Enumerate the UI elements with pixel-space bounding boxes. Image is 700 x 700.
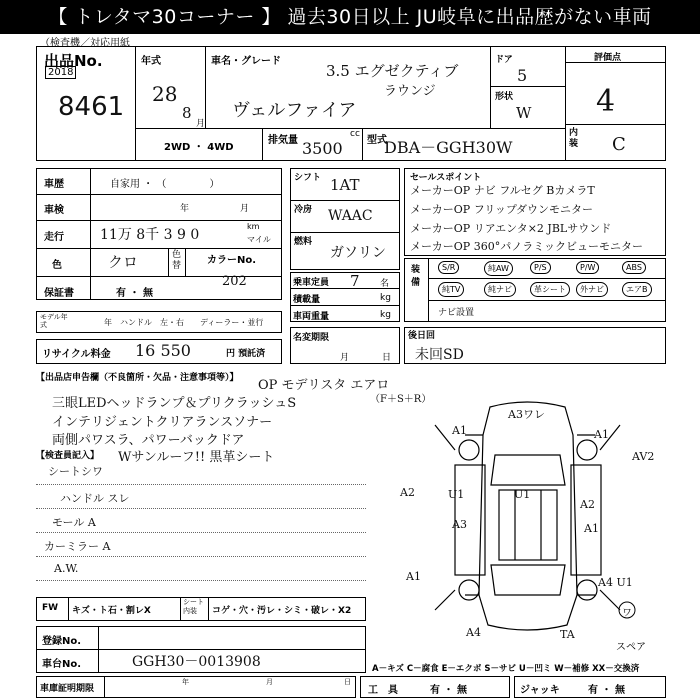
car-name-label: 車名・グレード: [211, 56, 281, 67]
capacity-value: 7: [350, 272, 360, 290]
mileage-value: 11万 8千 3 9 0: [100, 227, 200, 243]
notes-line: 両側パワスラ、パワーバックドア: [52, 433, 245, 448]
damage-mark: A3: [452, 518, 467, 531]
equipment-item: 純AW: [484, 261, 513, 276]
vin-label: 車台No.: [42, 659, 82, 670]
sales-line: メーカーOP フリップダウンモニター: [410, 203, 594, 216]
model-code-value: DBA－GGH30W: [384, 138, 513, 157]
damage-mark: A3ワレ: [508, 408, 545, 421]
capacity-label: 乗車定員: [293, 278, 330, 288]
inspector-line: カーミラー A: [44, 540, 111, 553]
notes-line: Wサンルーフ!! 黒革シート: [118, 450, 275, 465]
inspector-line: シートシワ: [48, 465, 103, 478]
seat-label: シート内装: [183, 598, 204, 615]
equipment-item: P/W: [576, 261, 599, 274]
displacement-value: 3500: [302, 139, 343, 158]
rear-value: 未回SD: [415, 347, 464, 363]
notes-line: 三眼LEDヘッドランプ＆プリクラッシュS: [52, 396, 297, 411]
interior-label: 内装: [569, 128, 579, 149]
load-label: 積載量: [293, 295, 321, 305]
inspector-label: 【検査員記入】: [36, 451, 100, 461]
seat-items: コゲ・穴・汚レ・シミ・破レ・X2: [212, 606, 352, 616]
header-title: 【 トレタマ30コーナー 】 過去30日以上 JU岐阜に出品歴がない車両: [0, 0, 700, 34]
lot-number: 8461: [58, 92, 125, 122]
tools-label: 工 具: [368, 685, 398, 696]
tools-value: 有 ・ 無: [430, 685, 467, 696]
shape-value: W: [516, 104, 532, 122]
name-change-label: 名変期限: [293, 333, 330, 343]
equipment-item: 革シート: [530, 282, 570, 297]
warranty-label: 保証書: [44, 288, 74, 299]
damage-mark: TA: [560, 628, 575, 641]
notes-op-line: OP モデリスタ エアロ: [258, 378, 390, 393]
model-year-value: 28: [152, 82, 178, 106]
fw-label: FW: [42, 603, 59, 613]
sales-line: メーカーOP ナビ フルセグ BカメラT: [410, 184, 595, 197]
ac-value: WAAC: [328, 208, 373, 224]
damage-mark: U1: [514, 488, 531, 501]
equipment-item: P/S: [530, 261, 551, 274]
mileage-label: 走行: [44, 232, 64, 243]
damage-mark: A1: [584, 522, 599, 535]
notes-line: インテリジェントクリアランスソナー: [52, 415, 273, 430]
navi-label: ナビ設置: [438, 308, 475, 318]
inspection-label: 車検: [44, 205, 64, 216]
score-label: 評価点: [594, 53, 622, 63]
vin-value: GGH30－0013908: [132, 654, 261, 670]
history-label: 車歴: [44, 179, 64, 190]
recycle-label: リサイクル料金: [42, 349, 111, 360]
shift-value: 1AT: [330, 176, 360, 194]
shape-label: 形状: [495, 92, 514, 102]
inspector-line: ハンドル スレ: [60, 492, 130, 505]
sales-label: セールスポイント: [410, 173, 482, 183]
damage-mark: A1: [452, 424, 467, 437]
color-no-value: 202: [222, 274, 247, 289]
shift-label: シフト: [294, 173, 322, 183]
recycle-value: 16 550: [135, 341, 191, 360]
grade-line2: ラウンジ: [384, 84, 436, 99]
warranty-value: 有 ・ 無: [116, 288, 153, 299]
lot-year: 2018: [45, 66, 76, 79]
cert-month: 月: [266, 678, 273, 686]
damage-mark: A4: [466, 626, 481, 639]
model-month-value: 8: [182, 104, 192, 122]
damage-mark: A1: [594, 428, 609, 441]
sales-line: メーカーOP リアエンタ×2 JBLサウンド: [410, 222, 612, 235]
notes-op-paren: （F＋S＋R）: [370, 394, 432, 405]
spare-label: スペア: [616, 642, 646, 653]
history-value: 自家用 ・ （ ）: [110, 179, 220, 190]
car-name-value: ヴェルファイア: [232, 100, 357, 121]
model-year-label: 年式: [141, 56, 161, 67]
inspector-line: モール A: [52, 516, 96, 529]
grade-line1: 3.5 エグゼクティブ: [326, 62, 459, 80]
damage-mark: A2: [580, 498, 595, 511]
doors-label: ドア: [495, 55, 513, 65]
equipment-item: S/R: [438, 261, 459, 274]
ac-label: 冷房: [294, 205, 313, 215]
score-value: 4: [596, 84, 616, 119]
fuel-value: ガソリン: [330, 245, 386, 261]
damage-mark: ワ: [622, 608, 632, 619]
color-label: 色: [52, 260, 62, 271]
equipment-item: 外ナビ: [576, 282, 608, 297]
damage-mark: A2: [400, 486, 415, 499]
jack-label: ジャッキ: [520, 685, 560, 696]
damage-mark: AV2: [632, 450, 655, 463]
damage-mark: A4 U1: [598, 576, 633, 589]
cert-day: 日: [344, 678, 351, 686]
doors-value: 5: [517, 66, 528, 85]
inspector-line: A.W.: [54, 562, 79, 575]
fuel-label: 燃料: [294, 237, 313, 247]
color-no-label: カラーNo.: [207, 255, 257, 266]
displacement-label: 排気量: [268, 135, 298, 146]
jack-value: 有 ・ 無: [588, 685, 625, 696]
notes-label: 【出品店申告欄（不良箇所・欠品・注意事項等）】: [36, 373, 239, 383]
fw-items: キズ・ト石・割レX: [72, 606, 151, 616]
interior-value: C: [612, 134, 626, 155]
color-value: クロ: [108, 253, 139, 271]
reg-row: [36, 626, 366, 650]
reg-label: 登録No.: [42, 636, 82, 647]
legend: A－キズ C－腐食 E－エクボ S－サビ U－凹ミ W－補修 XX－交換済: [372, 664, 640, 674]
auction-sheet: 【 トレタマ30コーナー 】 過去30日以上 JU岐阜に出品歴がない車両 （検査機／対応用紙 出品No. 2018 8461 年式 28 8 月 車名・グレード 3.5 エグゼクティブ ラウンジ ヴェルファイア ドア 5 形状 W 評価点 4 内装 C 2WD ・ 4WD 排気量 cc 3500 型式 DBA－GGH30W 車歴 自家用 ・ （ ） 車検 年 月 走行 11万 8千 3 9 0 km マイル 色 クロ 色替 カラーNo. 202 保証書 有 ・ 無 モデル年式 年 ハンドル 左・右 ディーラー・並行 リサイクル料金 16 550 円 預託済 シフト 1AT 冷房 WAAC 燃料 ガソリン 乗車定員 7 名 積載量 kg 車両重量 kg 名変期限 月 日 セールスポイント メーカーOP ナビ フルセグ BカメラT メーカーOP フリップダウンモニター メーカーOP リアエンタ×2 JBLサウンド メーカーOP 360°パノラミックビューモニター 装備 S/R 純AW P/S P/W ABS 純TV 純ナビ 革シート 外ナビ エアB ナビ設置 後日回 未回SD 【出品店申告欄（不良箇所・欠品・注意事項等）】 OP モデリスタ エアロ （F＋S＋R） 三眼LEDヘッドランプ＆プリクラッシュS インテリジェントクリアランスソナー 両側パワスラ、パワーバックドア Wサンルーフ!! 黒革シート 【検査員記入】 シートシワ ハンドル スレ モール A カーミラー A A.W. A3ワレ A1 A1 AV2 A2 U1 U1 A2 A3 A1 A1 A4 U1 A4 TA ワ スペア FW キズ・ト石・割レX シート内装 コゲ・穴・汚レ・シミ・破レ・X2 登録No. 車台No. GGH30－0013908 A－キズ C－腐食 E－エクボ S－サビ U－凹ミ W－補修 XX－交換済 車庫証明期限 年 月 日 工 具 有 ・ 無 ジャッキ 有 ・ 無: [0, 0, 700, 700]
sales-line: メーカーOP 360°パノラミックビューモニター: [410, 240, 643, 253]
equipment-item: 純ナビ: [484, 282, 516, 297]
damage-mark: A1: [406, 570, 421, 583]
rear-label: 後日回: [408, 331, 436, 341]
cert-year: 年: [182, 678, 189, 686]
car-diagram: [395, 395, 660, 640]
equipment-label: 装備: [411, 265, 421, 288]
lot-label: 出品No.: [44, 52, 103, 70]
subheader: （検査機／対応用紙: [40, 38, 130, 49]
model-code-label: 型式: [367, 135, 387, 146]
equipment-item: ABS: [622, 261, 646, 274]
drive-label: 2WD ・ 4WD: [164, 142, 234, 153]
equipment-item: エアB: [622, 282, 652, 297]
damage-mark: U1: [448, 488, 465, 501]
weight-label: 車両重量: [293, 312, 330, 322]
cert-label: 車庫証明期限: [40, 684, 95, 694]
equipment-item: 純TV: [438, 282, 464, 297]
